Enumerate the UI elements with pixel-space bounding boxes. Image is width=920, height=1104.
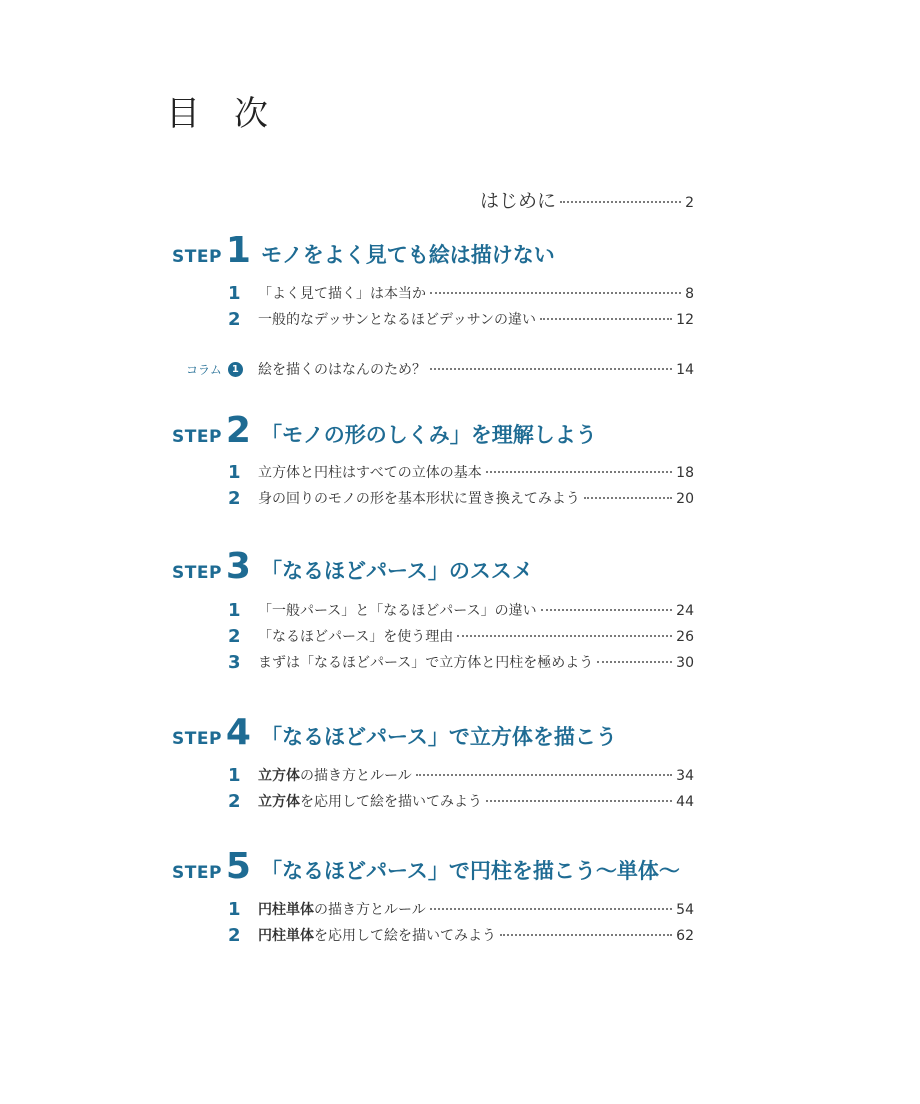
leader-dots [486,471,672,473]
entry-number: 1 [228,462,241,483]
page-number: 8 [685,286,694,302]
leader-dots [457,635,672,637]
page-title: 目次 [166,94,302,134]
step-word: STEP [172,427,222,447]
leader-dots [430,292,681,294]
entry-bold-text: 立方体 [258,794,300,810]
page-number: 12 [676,312,694,328]
entry-number: 2 [228,309,241,330]
intro-label: はじめに [480,190,557,212]
step-number: 5 [225,846,251,887]
entry-number: 1 [228,899,241,920]
entry-number: 1 [228,283,241,304]
leader-dots [597,661,672,663]
step-word: STEP [172,563,222,583]
step-title: 「なるほどパース」で円柱を描こう～単体～ [260,859,680,883]
page-number: 30 [676,655,694,671]
toc-entry[interactable] [228,488,694,509]
leader-dots [500,934,672,936]
step-2-heading[interactable] [172,410,597,451]
toc-entry[interactable] [228,600,694,621]
entry-text: 身の回りのモノの形を基本形状に置き換えてみよう [258,491,580,507]
page-number: 14 [676,362,694,378]
toc-entry[interactable] [228,652,694,673]
step-title: 「モノの形のしくみ」を理解しよう [260,423,597,447]
entry-number: 2 [228,626,241,647]
entry-text: 立方体と円柱はすべての立体の基本 [258,465,482,481]
page-number: 2 [685,195,694,211]
toc-entry[interactable] [228,925,694,946]
toc-entry[interactable] [228,899,694,920]
page-number: 24 [676,603,694,619]
leader-dots [486,800,672,802]
entry-text: 絵を描くのはなんのため？ [258,362,426,378]
leader-dots [416,774,672,776]
page-number: 26 [676,629,694,645]
entry-text [258,925,496,945]
page-number: 62 [676,928,694,944]
step-5-heading[interactable] [172,846,680,887]
toc-entry[interactable] [228,626,694,647]
toc-entry[interactable] [228,791,694,812]
column-label [186,361,243,378]
entry-text: まずは「なるほどパース」で立方体と円柱を極めよう [258,655,594,671]
toc-entry[interactable] [228,765,694,786]
entry-text: 「なるほどパース」を使う理由 [258,629,454,645]
entry-number: 3 [228,652,241,673]
entry-text [258,899,426,919]
leader-dots [430,368,672,370]
column-label-text: コラム [186,363,222,377]
step-1-heading[interactable] [172,230,555,271]
step-3-heading[interactable] [172,546,533,587]
entry-bold-text: 円柱単体 [258,928,314,944]
entry-rest-text: の描き方とルール [300,768,412,784]
entry-bold-text: 立方体 [258,768,300,784]
step-4-heading[interactable] [172,712,617,753]
page-number: 34 [676,768,694,784]
entry-rest-text: を応用して絵を描いてみよう [300,794,482,810]
entry-rest-text: を応用して絵を描いてみよう [314,928,496,944]
step-word: STEP [172,247,222,267]
entry-number: 1 [228,765,241,786]
step-number: 1 [225,230,251,271]
step-title: 「なるほどパース」で立方体を描こう [260,725,617,749]
step-number: 2 [225,410,251,451]
toc-entry[interactable] [228,309,694,330]
leader-dots [541,609,673,611]
page-number: 18 [676,465,694,481]
toc-entry[interactable] [228,283,694,304]
entry-text: 「よく見て描く」は本当か [258,286,426,302]
leader-dots [560,201,681,203]
entry-number: 1 [228,600,241,621]
leader-dots [540,318,672,320]
entry-number: 2 [228,791,241,812]
step-title: モノをよく見ても絵は描けない [260,243,555,267]
page-number: 54 [676,902,694,918]
intro-entry[interactable] [480,186,694,213]
step-number: 4 [225,712,251,753]
entry-number: 2 [228,925,241,946]
step-word: STEP [172,729,222,749]
entry-text [258,791,482,811]
step-word: STEP [172,863,222,883]
page-number: 44 [676,794,694,810]
step-number: 3 [225,546,251,587]
leader-dots [430,908,672,910]
entry-number: 2 [228,488,241,509]
page-number: 20 [676,491,694,507]
entry-text: 一般的なデッサンとなるほどデッサンの違い [258,312,537,328]
leader-dots [584,497,672,499]
toc-entry[interactable] [228,462,694,483]
entry-bold-text: 円柱単体 [258,902,314,918]
column-entry[interactable] [258,359,694,379]
entry-rest-text: の描き方とルール [314,902,426,918]
column-number-badge: 1 [228,362,243,377]
entry-text [258,765,412,785]
entry-text: 「一般パース」と「なるほどパース」の違い [258,603,537,619]
step-title: 「なるほどパース」のススメ [260,559,533,583]
